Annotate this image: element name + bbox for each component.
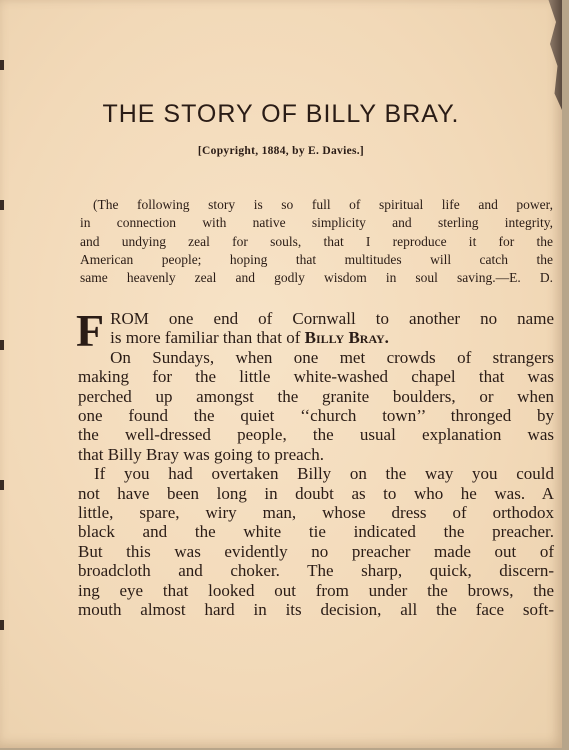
body-line	[78, 328, 554, 347]
body-line: making for the little white-washed chapel that was	[78, 367, 554, 387]
intro-note	[80, 196, 553, 287]
body-line: black and the white tie indicated the preacher.	[78, 522, 554, 542]
paragraph-2	[78, 348, 554, 464]
body-line: that Billy Bray was going to preach.	[78, 444, 324, 464]
intro-line: same heavenly zeal and godly wisdom in soul saving.—E. D.	[80, 270, 553, 286]
body-line: broadcloth and choker. The sharp, quick, discern-	[78, 561, 554, 581]
body-line: On Sundays, when one met crowds of strangers	[110, 347, 554, 367]
intro-line: in connection with native simplicity and sterling integrity,	[80, 215, 553, 231]
page-title: THE STORY OF BILLY BRAY.	[102, 100, 460, 128]
body-line: But this was evidently no preacher made out of	[78, 541, 554, 561]
body-line: If you had overtaken Billy on the way you could	[94, 464, 554, 484]
body-line-text: is more familiar than that of	[110, 328, 305, 348]
body-line: perched up amongst the granite boulders, or when	[78, 386, 554, 406]
story-body	[76, 305, 554, 620]
body-line: ROM one end of Cornwall to another no name	[110, 309, 554, 328]
body-line: mouth almost hard in its decision, all the face soft-	[78, 600, 554, 620]
body-line: the well-dressed people, the usual explanation was	[78, 425, 554, 445]
copyright-line: [Copyright, 1884, by E. Davies.]	[197, 145, 365, 157]
intro-line: and undying zeal for souls, that I reproduce it for the	[80, 233, 553, 249]
paragraph-3	[78, 464, 554, 619]
torn-page-edge	[532, 0, 562, 110]
intro-line: (The following story is so full of spiritual life and power,	[93, 197, 553, 212]
body-line: little, spare, wiry man, whose dress of orthodox	[78, 503, 554, 523]
body-line: ing eye that looked out from under the brows, the	[78, 580, 554, 600]
body-line: one found the quiet ‘‘church town’’ thronged by	[78, 406, 554, 426]
intro-line: American people; hoping that multitudes will catch the	[80, 251, 553, 267]
billy-bray-name: Billy Bray.	[304, 328, 389, 348]
drop-cap: F	[76, 305, 105, 356]
paragraph-1	[76, 305, 554, 356]
body-line: not have been long in doubt as to who he was. A	[78, 483, 554, 503]
